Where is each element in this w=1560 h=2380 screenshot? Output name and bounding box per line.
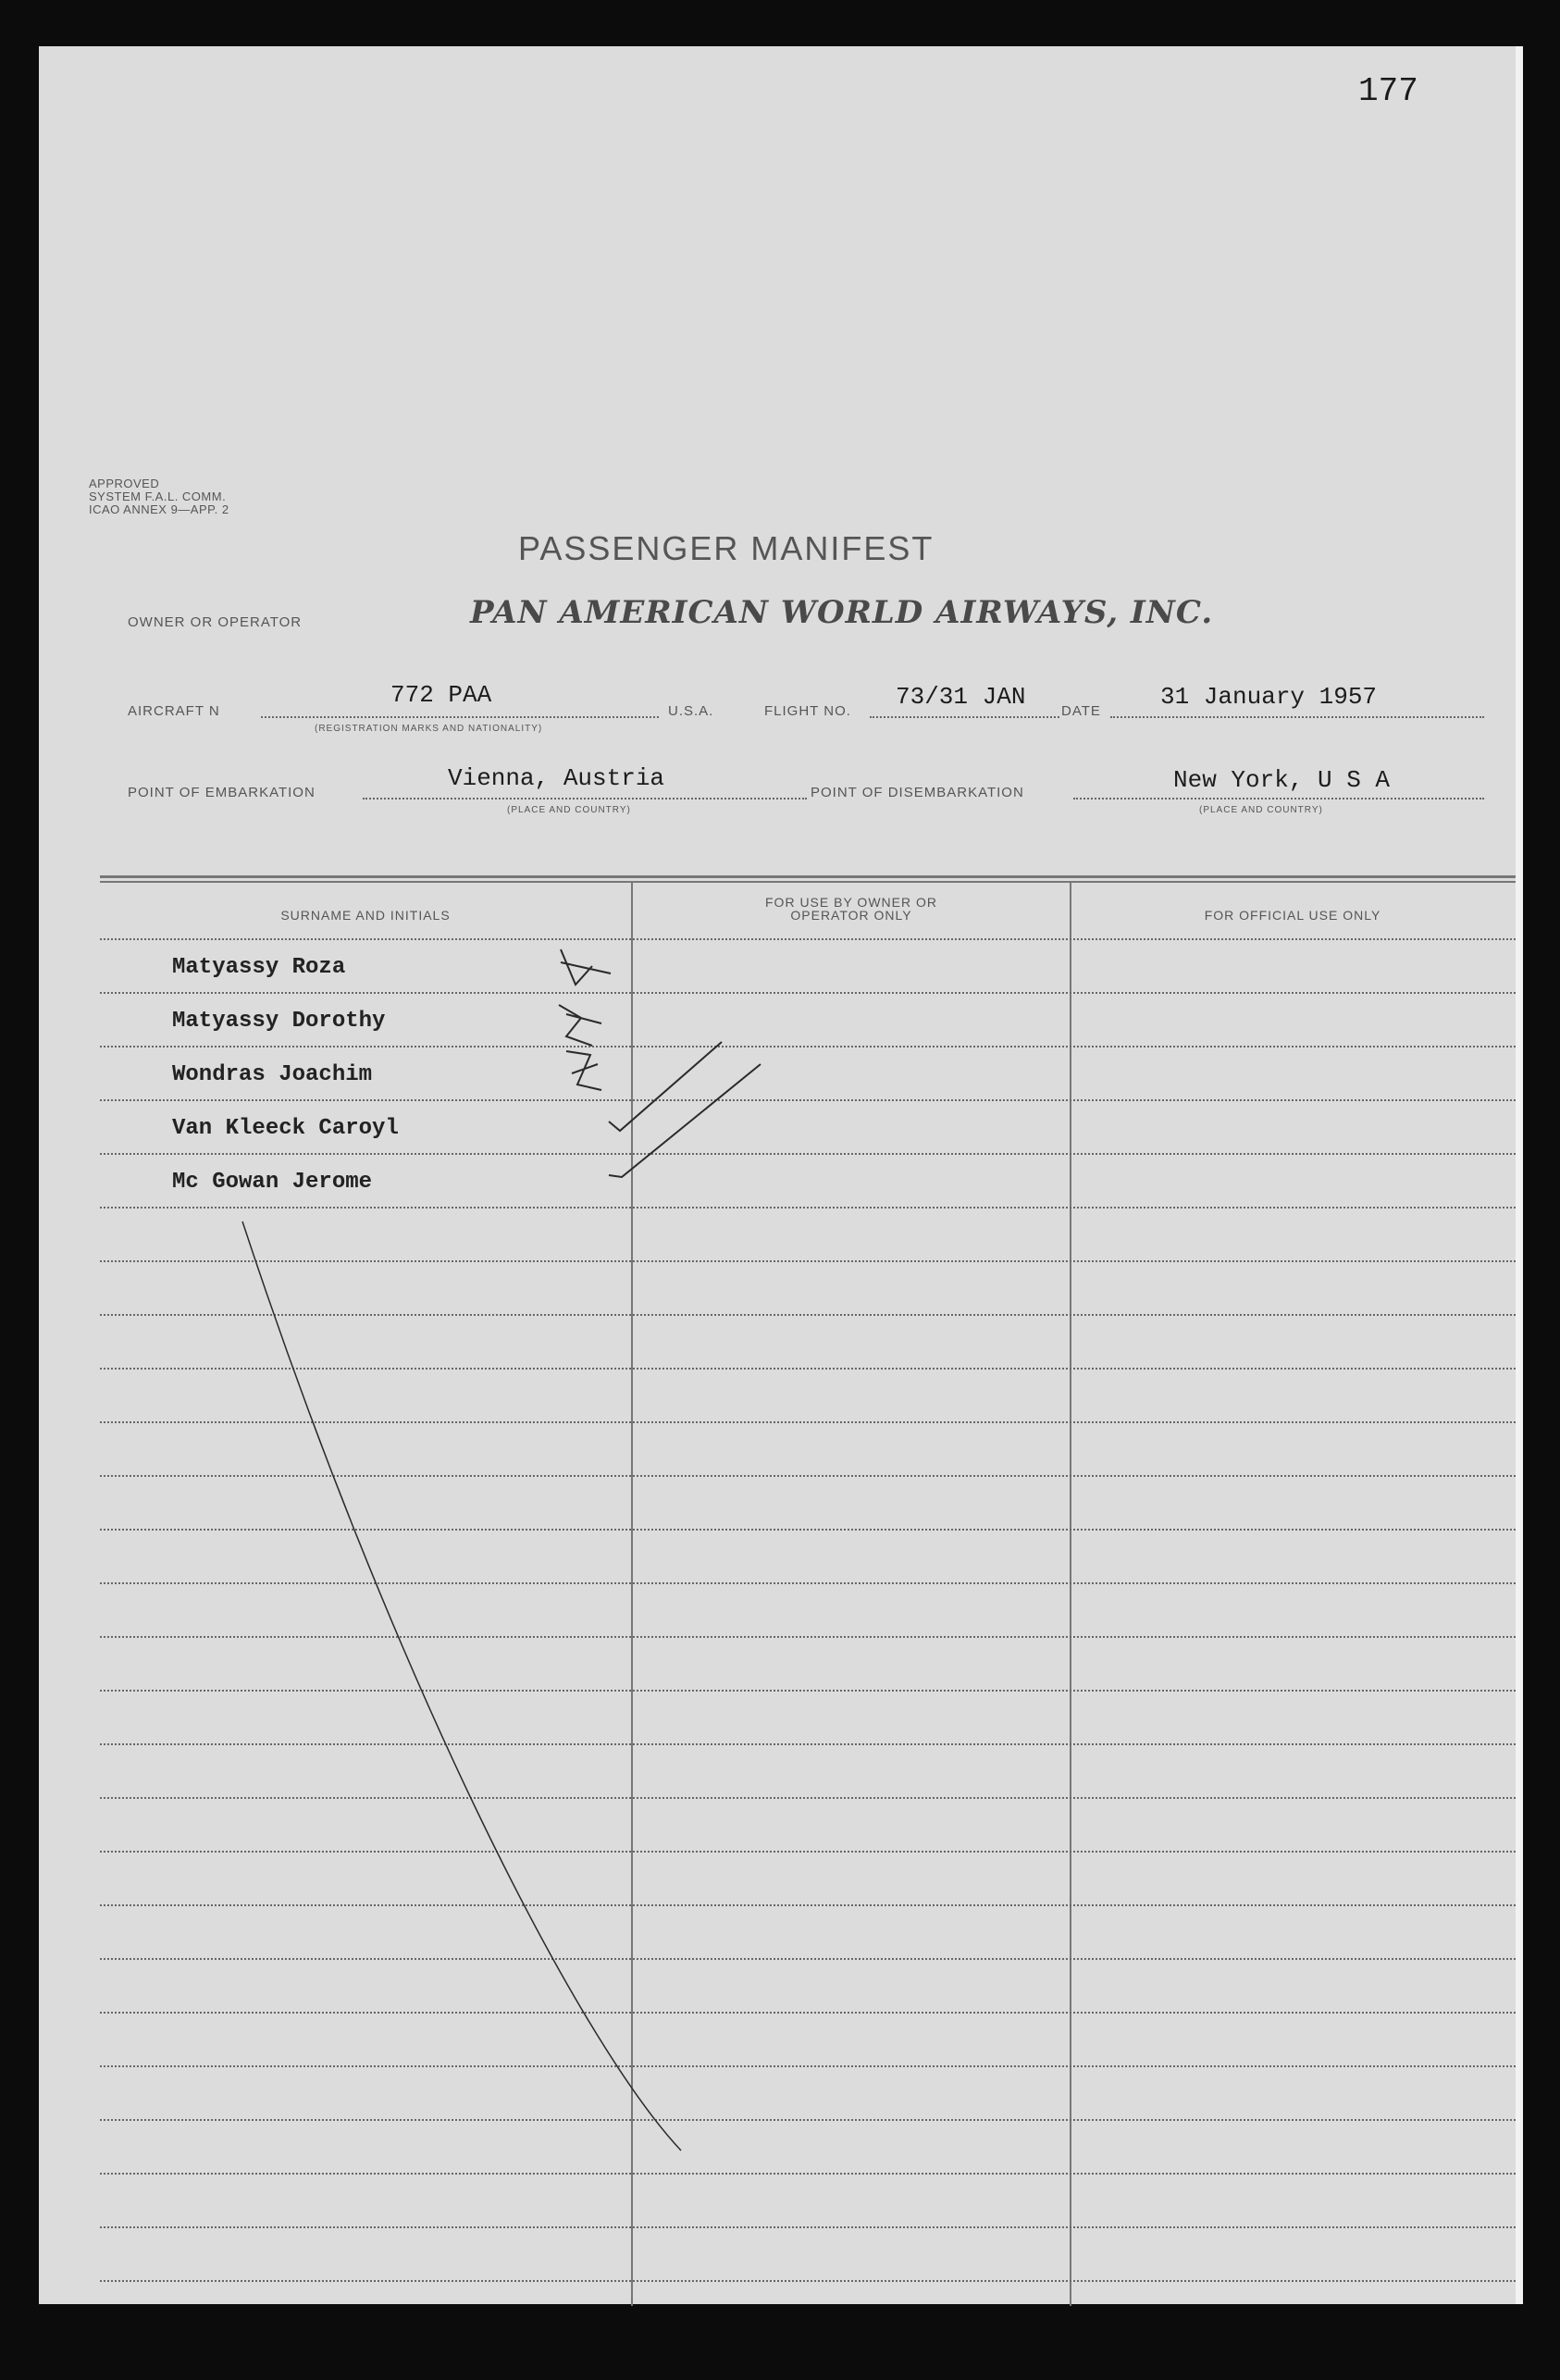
passenger-name: Mc Gowan Jerome <box>172 1170 373 1195</box>
page-title: PASSENGER MANIFEST <box>518 529 935 567</box>
owner-use-column-header: FOR USE BY OWNER OR OPERATOR ONLY <box>765 895 937 923</box>
passenger-name: Matyassy Roza <box>172 955 346 980</box>
passenger-name: Van Kleeck Caroyl <box>172 1116 399 1141</box>
disembarkation-value: New York, U S A <box>1173 766 1391 794</box>
table-row <box>100 1046 1516 1099</box>
table-rule <box>100 1851 1516 1853</box>
page-number: 177 <box>1358 72 1418 110</box>
disembarkation-caption: (PLACE AND COUNTRY) <box>1199 805 1323 815</box>
owner-value: PAN AMERICAN WORLD AIRWAYS, INC. <box>470 594 1214 631</box>
table-rule <box>100 1207 1516 1209</box>
flight-label: FLIGHT NO. <box>764 703 851 719</box>
table-rule <box>100 2012 1516 2014</box>
flight-line <box>870 716 1059 718</box>
flight-value: 73/31 JAN <box>896 683 1026 711</box>
table-rule <box>100 1421 1516 1423</box>
table-rule <box>100 2280 1516 2282</box>
table-rule <box>100 2119 1516 2121</box>
table-rule <box>100 2065 1516 2067</box>
table-rule <box>100 1690 1516 1692</box>
official-use-column-header: FOR OFFICIAL USE ONLY <box>1204 908 1381 923</box>
aircraft-value: 772 PAA <box>390 681 492 709</box>
approval-line-1: APPROVED <box>89 477 160 490</box>
date-value: 31 January 1957 <box>1160 683 1378 711</box>
approval-stamp <box>89 477 292 516</box>
table-top-rule <box>100 875 1516 878</box>
table-rule <box>100 2173 1516 2175</box>
aircraft-line <box>261 716 659 718</box>
table-row <box>100 1153 1516 1207</box>
table-rule <box>100 1636 1516 1638</box>
date-line <box>1110 716 1484 718</box>
aircraft-label: AIRCRAFT N <box>128 703 220 719</box>
table-row <box>100 938 1516 992</box>
table-row <box>100 1099 1516 1153</box>
table-rule <box>100 1529 1516 1531</box>
passenger-name: Wondras Joachim <box>172 1062 373 1087</box>
aircraft-country: U.S.A. <box>668 703 714 719</box>
table-rule <box>100 1368 1516 1370</box>
table-rule <box>100 1260 1516 1262</box>
table-rule <box>100 1314 1516 1316</box>
aircraft-caption: (REGISTRATION MARKS AND NATIONALITY) <box>315 724 543 734</box>
table-rule <box>100 1743 1516 1745</box>
embarkation-caption: (PLACE AND COUNTRY) <box>507 805 631 815</box>
embarkation-label: POINT OF EMBARKATION <box>128 785 316 800</box>
surname-column-header: SURNAME AND INITIALS <box>280 908 451 923</box>
table-top-rule-2 <box>100 881 1516 883</box>
approval-line-3: ICAO ANNEX 9—APP. 2 <box>89 502 229 516</box>
table-rule <box>100 1958 1516 1960</box>
disembarkation-label: POINT OF DISEMBARKATION <box>811 785 1024 800</box>
passenger-name: Matyassy Dorothy <box>172 1009 386 1034</box>
disembarkation-line <box>1073 798 1484 800</box>
embarkation-line <box>363 798 807 800</box>
owner-label: OWNER OR OPERATOR <box>128 614 303 630</box>
table-rule <box>100 1582 1516 1584</box>
date-label: DATE <box>1061 703 1101 719</box>
table-rule <box>100 1904 1516 1906</box>
table-row <box>100 992 1516 1046</box>
table-rule <box>100 2226 1516 2228</box>
approval-line-2: SYSTEM F.A.L. COMM. <box>89 490 227 503</box>
embarkation-value: Vienna, Austria <box>448 764 665 792</box>
table-rule <box>100 1797 1516 1799</box>
table-rule <box>100 1475 1516 1477</box>
